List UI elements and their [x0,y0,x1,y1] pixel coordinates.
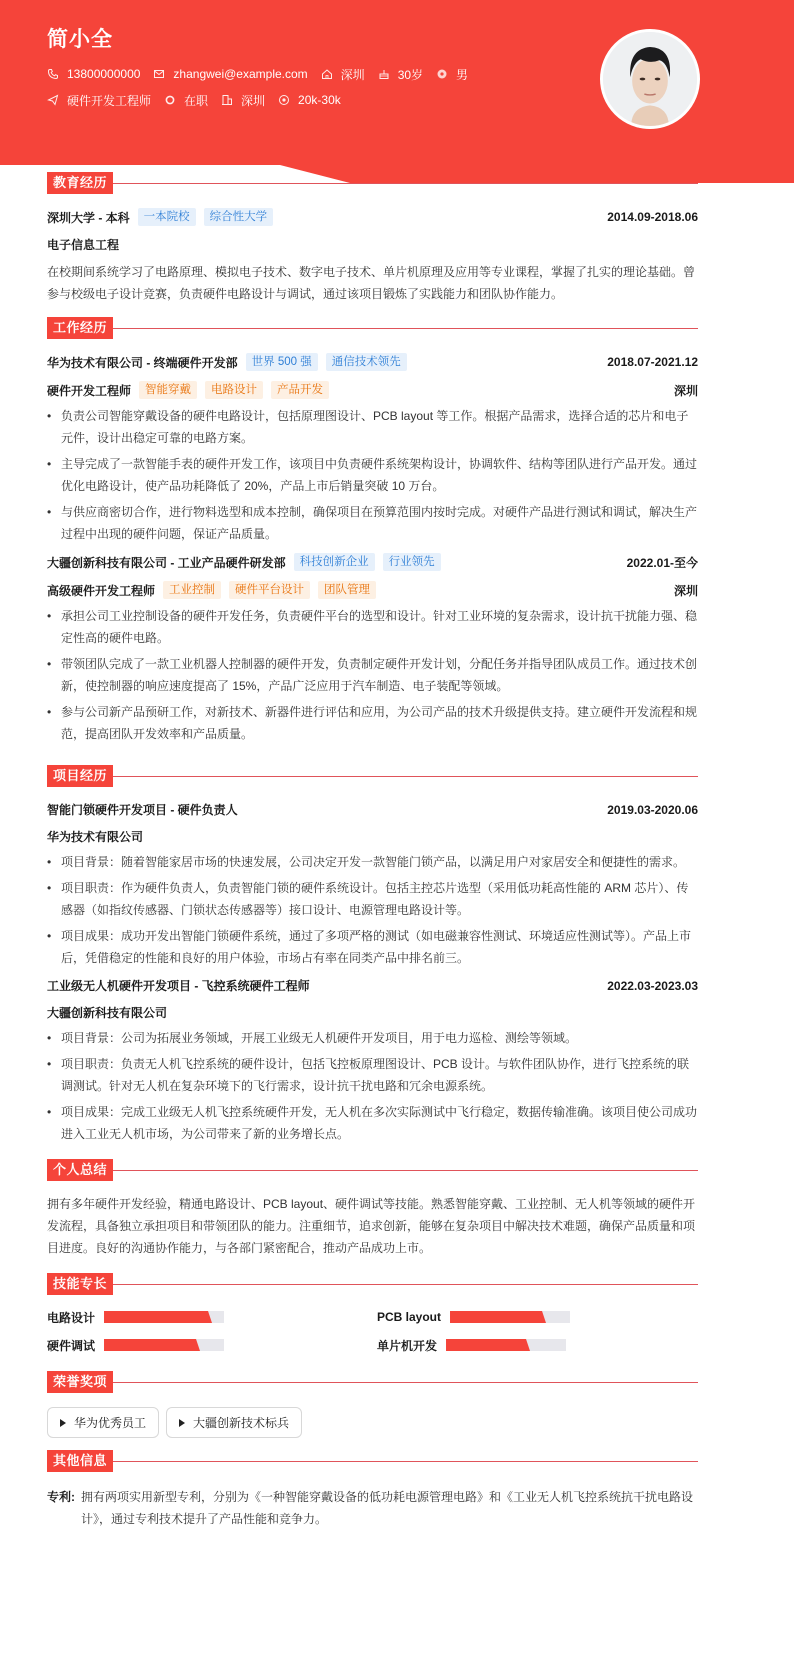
info-position [47,92,151,109]
section-title: 技能专长 [47,1273,113,1295]
section-header [47,317,698,339]
section-divider [113,776,698,777]
avatar-photo [603,32,697,126]
cake-icon [378,68,390,80]
info-email [153,67,307,81]
project-item-header [47,977,698,994]
triangle-right-icon [179,1419,185,1427]
list-item: • 项目职责：作为硬件负责人，负责智能门锁的硬件系统设计。包括主控芯片选型（采用低功耗高性能的 ARM 芯片）、传感器（如指纹传感器、门锁状态传感器等）接口设计、电源管理电路设计等。 [47,877,698,921]
skill-bar-fill [104,1339,200,1351]
project-company: 大疆创新科技有限公司 [47,1006,168,1020]
skill-item [47,1337,377,1353]
list-item: • 与供应商密切合作，进行物料选型和成本控制，确保项目在预算范围内按时完成。对硬件产品进行测试和调试，解决生产过程中出现的硬件问题，保证产品质量。 [47,501,698,545]
skill-name: 硬件调试 [47,1338,96,1353]
award-item [166,1407,302,1438]
role-tag: 产品开发 [271,381,329,399]
project-bullets [47,1027,698,1145]
company-line [47,553,441,571]
company-tag: 世界 500 强 [246,353,318,371]
salary-icon [278,94,290,106]
company-tag: 行业领先 [383,553,441,571]
project-name: 工业级无人机硬件开发项目 - 飞控系统硬件工程师 [47,979,310,993]
education-date: 2014.09-2018.06 [607,210,698,224]
section-title: 个人总结 [47,1159,113,1181]
list-item: • 主导完成了一款智能手表的硬件开发工作，该项目中负责硬件系统架构设计，协调软件、结构等团队进行产品开发。通过优化电路设计，使产品功耗降低了 20%，产品上市后销量突破 10 万台。 [47,453,698,497]
list-item: • 承担公司工业控制设备的硬件开发任务，负责硬件平台的选型和设计。针对工业环境的复杂需求，设计抗干扰能力强、稳定性高的硬件电路。 [47,605,698,649]
work-item-header [47,353,698,371]
role-line [47,381,329,399]
contact-row-2 [47,92,481,108]
triangle-right-icon [60,1419,66,1427]
school-tag: 一本院校 [138,208,196,226]
contact-row-1 [47,66,481,82]
section-title: 其他信息 [47,1450,113,1472]
work-bullets [47,405,698,545]
school-tag: 综合性大学 [204,208,274,226]
project-item-header [47,801,698,818]
section-divider [113,1284,698,1285]
section-title: 项目经历 [47,765,113,787]
header-content [47,26,481,108]
info-residence [321,66,365,83]
status-text: 在职 [184,93,209,108]
section-divider [113,1461,698,1462]
project-date: 2022.03-2023.03 [607,978,698,993]
status-icon [164,94,176,106]
send-icon [47,94,59,106]
work-location: 深圳 [673,583,698,598]
position-text: 硬件开发工程师 [67,93,152,108]
info-age [378,66,423,83]
list-item: • 带领团队完成了一款工业机器人控制器的硬件开发，负责制定硬件开发计划，分配任务并指导团队成员工作。通过技术创新，使控制器的响应速度提高了 15%，产品广泛应用于汽车制造、电子装配等领域。 [47,653,698,697]
list-item: • 项目背景：公司为拓展业务领域，开展工业级无人机硬件开发项目，用于电力巡检、测绘等领域。 [47,1027,698,1049]
section-divider [113,328,698,329]
list-item: • 项目背景：随着智能家居市场的快速发展，公司决定开发一款智能门锁产品，以满足用户对家居安全和便捷性的需求。 [47,851,698,873]
job-role: 高级硬件开发工程师 [47,583,156,598]
home-icon [321,68,333,80]
section-summary [47,1159,698,1259]
section-awards [47,1371,698,1438]
skill-bar-fill [446,1339,530,1351]
section-skills [47,1273,698,1353]
section-divider [113,1382,698,1383]
school-line [47,208,273,226]
project-date: 2019.03-2020.06 [607,802,698,817]
patent-text: 拥有两项实用新型专利，分别为《一种智能穿戴设备的低功耗电源管理电路》和《工业无人机飞控系统抗干扰电路设计》，通过专利技术提升了产品性能和竞争力。 [81,1490,694,1526]
award-item [47,1407,159,1438]
role-tag: 硬件平台设计 [229,581,310,599]
section-header [47,1450,698,1472]
section-header [47,172,698,194]
role-tag: 智能穿戴 [139,381,197,399]
role-line [47,581,376,599]
work-date: 2022.01-至今 [626,555,698,570]
skill-bar [450,1311,570,1323]
skill-bar-fill [450,1311,546,1323]
section-divider [113,1170,698,1171]
phone-icon [47,68,59,80]
list-item: • 项目成果：完成工业级无人机飞控系统硬件开发，无人机在多次实际测试中飞行稳定，数据传输准确。该项目使公司成功进入工业无人机市场，为公司带来了新的业务增长点。 [47,1101,698,1145]
job-role: 硬件开发工程师 [47,383,132,398]
work-role-line [47,581,698,599]
other-info [47,1486,698,1530]
company-name: 大疆创新科技有限公司 - 工业产品硬件研发部 [47,555,286,570]
work-bullets [47,605,698,745]
section-education [47,172,698,305]
gender-text: 男 [456,67,469,82]
email-text: zhangwei@example.com [173,67,308,81]
role-tag: 电路设计 [205,381,263,399]
skill-item [47,1309,377,1325]
list-item: • 项目成果：成功开发出智能门锁硬件系统，通过了多项严格的测试（如电磁兼容性测试、环境适应性测试等）。产品上市后，凭借稳定的性能和良好的用户体验，市场占有率在同类产品中排名前三。 [47,925,698,969]
skills-grid [47,1309,698,1353]
company-line [47,353,407,371]
candidate-name: 简小全 [47,28,113,51]
section-other [47,1450,698,1530]
gender-icon [436,68,448,80]
list-item: • 参与公司新产品预研工作，对新技术、新器件进行评估和应用，为公司产品的技术升级提供支持。建立硬件开发流程和规范，提高团队开发效率和产品质量。 [47,701,698,745]
section-header [47,1159,698,1181]
section-header [47,1371,698,1393]
major: 电子信息工程 [47,238,120,252]
mail-icon [153,68,165,80]
skill-item [377,1337,698,1353]
section-projects [47,765,698,1145]
education-item-header [47,208,698,226]
salary-text: 20k-30k [298,93,341,107]
skill-bar [446,1339,566,1351]
award-label: 华为优秀员工 [74,1416,147,1430]
project-company: 华为技术有限公司 [47,830,144,844]
project-bullets [47,851,698,969]
skill-bar-fill [104,1311,212,1323]
school-name: 深圳大学 - 本科 [47,210,130,225]
awards-list [47,1407,698,1438]
education-description: 在校期间系统学习了电路原理、模拟电子技术、数字电子技术、单片机原理及应用等专业课程，掌握了扎实的理论基础。曾参与校级电子设计竞赛，负责硬件电路设计与调试，通过该项目锻炼了实践能力和团队协作能力。 [47,265,696,301]
section-header [47,1273,698,1295]
work-item-header [47,553,698,571]
work-date: 2018.07-2021.12 [607,355,698,369]
work-role-line [47,381,698,399]
company-tag: 通信技术领先 [326,353,407,371]
residence-text: 深圳 [340,67,365,82]
building-icon [221,94,233,106]
info-status [164,92,208,109]
skill-bar [104,1311,224,1323]
info-salary [278,93,341,107]
resume-body [47,172,698,1530]
section-title: 工作经历 [47,317,113,339]
skill-name: 单片机开发 [377,1338,438,1353]
avatar [600,29,700,129]
info-gender [436,66,468,83]
project-name: 智能门锁硬件开发项目 - 硬件负责人 [47,803,238,817]
info-phone [47,67,140,81]
role-tag: 团队管理 [318,581,376,599]
skill-name: 电路设计 [47,1310,96,1325]
section-title: 教育经历 [47,172,113,194]
list-item: • 项目职责：负责无人机飞控系统的硬件设计，包括飞控板原理图设计、PCB 设计。与软件团队协作，进行飞控系统的联调测试。针对无人机在复杂环境下的飞行需求，设计抗干扰电路和冗余电源系统。 [47,1053,698,1097]
list-item: • 负责公司智能穿戴设备的硬件电路设计，包括原理图设计、PCB layout 等工作。根据产品需求，选择合适的芯片和电子元件，设计出稳定可靠的电路方案。 [47,405,698,449]
skill-bar [104,1339,224,1351]
company-name: 华为技术有限公司 - 终端硬件开发部 [47,355,238,370]
skill-name: PCB layout [377,1310,442,1324]
section-work [47,317,698,745]
award-label: 大疆创新技术标兵 [193,1416,290,1430]
section-title: 荣誉奖项 [47,1371,113,1393]
info-city [221,92,265,109]
company-tag: 科技创新企业 [294,553,375,571]
patent-label: 专利: [47,1490,75,1504]
work-location: 深圳 [673,383,698,398]
section-divider [113,183,698,184]
summary-text: 拥有多年硬件开发经验，精通电路设计、PCB layout、硬件调试等技能。熟悉智能穿戴、工业控制、无人机等领域的硬件开发流程，具备独立承担项目和带领团队的能力。注重细节，追求创新，能够在复杂项目中解决技术难题，确保产品质量和项目进度。良好的沟通协作能力，与各部门紧密配合，推动产品成功上市。 [47,1197,696,1255]
section-header [47,765,698,787]
role-tag: 工业控制 [163,581,221,599]
phone-text: 13800000000 [67,67,141,81]
city-text: 深圳 [241,93,266,108]
resume-header [0,0,794,185]
skill-item [377,1309,698,1325]
age-text: 30岁 [397,67,424,82]
